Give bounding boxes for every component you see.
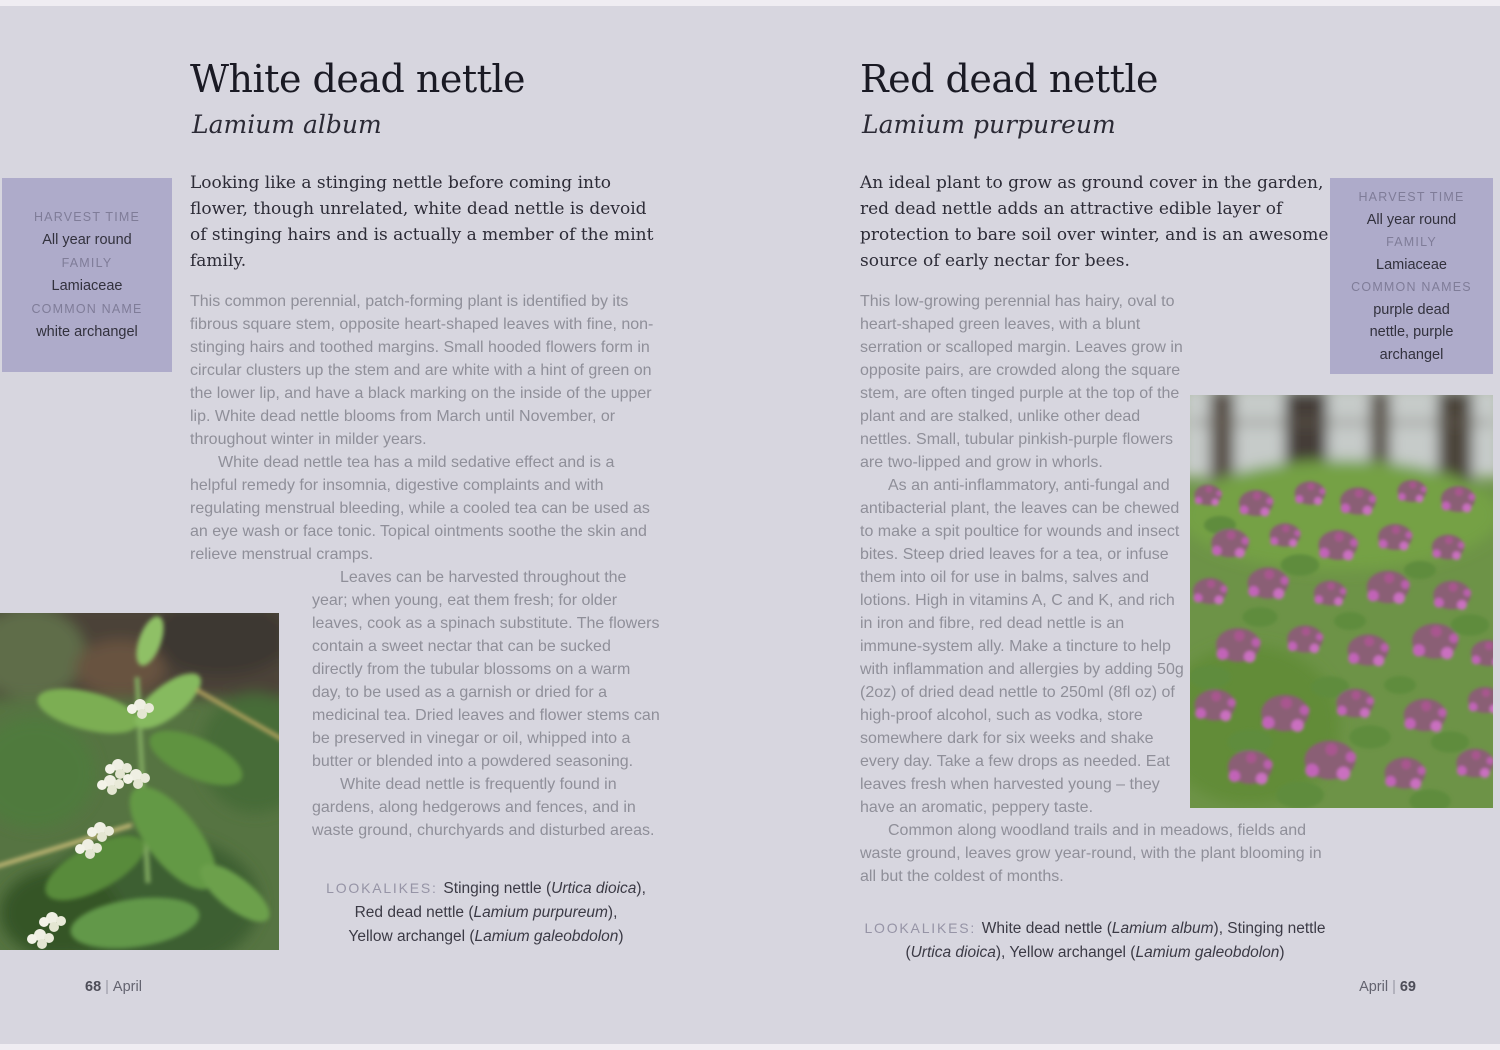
body-paragraph: White dead nettle is frequently found in gardens, along hedgerows and fences, and in waste ground, churchyards and disturbed areas. [312,776,655,839]
body-paragraph: As an anti-inflammatory, anti-fungal and antibacterial plant, the leaves can be chewed to make a spit poultice for wounds and insect bites. Steep dried leaves for a tea, or infuse them into oil for use in balms, salves and lotions. High in vitamins A, C and K, and rich in iron and fibre, red dead nettle is an immune-system ally. Make a tincture to help with inflammation and allergies by adding 50g (2oz) of dried dead nettle to 250ml (8fl oz) of high-proof alcohol, such as vodka, store somewhere dark for six weeks and shake every day. Take a few drops as needed. Eat leaves fresh when harvested young – they have an aromatic, peppery taste. [860,477,1184,816]
family-label: FAMILY [61,256,113,270]
red-dead-nettle-photo [1190,395,1493,808]
page-edge-top [0,0,1500,6]
lookalike-latin-name: Lamium galeobdolon [474,928,619,945]
page-number: 69 [1399,979,1416,995]
harvest-time-label: HARVEST TIME [1358,190,1465,204]
info-box [2,178,172,372]
page-title: White dead nettle [190,57,526,101]
intro-paragraph: Looking like a stinging nettle before coming into flower, though unrelated, white dead nettle is devoid of stinging hairs and is actually a member of the mint family. [190,173,654,271]
latin-name: Lamium purpureum [862,110,1116,139]
lookalike-text: Stinging nettle ( [443,880,552,897]
lookalike-text: ), Stinging nettle [1213,920,1326,937]
lookalike-text: White dead nettle ( [981,920,1112,937]
page-edge-bottom [0,1044,1500,1050]
common-name-label: COMMON NAME [31,302,143,316]
page-footer [1359,979,1416,995]
footer-separator: | [105,979,109,995]
footer-separator: | [1392,979,1396,995]
lookalike-text: ), Yellow archangel ( [995,944,1136,961]
lookalike-text: Red dead nettle ( [354,904,474,921]
page-title: Red dead nettle [860,57,1159,101]
lookalike-text: ) [1279,944,1285,961]
family-value: Lamiaceae [51,278,123,294]
lookalikes-section [860,916,1330,965]
lookalikes-line [860,916,1330,941]
intro-paragraph: An ideal plant to grow as ground cover in the garden, red dead nettle adds an attractive edible layer of protection to bare soil over winter, and is an awesome source of early nectar for bees. [860,173,1329,271]
body-paragraph: This low-growing perennial has hairy, oval to heart-shaped green leaves, with a blunt serration or scalloped margin. Leaves grow in opposite pairs, are crowded along the square stem, are often tinged purple at the top of the plant and are stalked, unlike other dead nettles. Small, tubular pinkish-purple flowers are two-lipped and grow in whorls. [860,293,1183,471]
latin-name: Lamium album [192,110,382,139]
lookalike-text: Yellow archangel ( [348,928,475,945]
lookalike-latin-name: Lamium album [1111,920,1214,937]
lookalike-text: ), [636,880,646,897]
page-footer [85,979,142,995]
footer-month: April [112,979,142,995]
white-dead-nettle-photo [0,613,279,950]
page-number: 68 [85,979,102,995]
family-value: Lamiaceae [1376,256,1447,273]
common-name-label: COMMON NAMES [1351,280,1472,294]
lookalike-text: ), [607,904,618,921]
lookalike-latin-name: Lamium galeobdolon [1135,944,1280,961]
harvest-time-value: All year round [42,232,132,248]
body-paragraph: This common perennial, patch-forming plant is identified by its fibrous square stem, opposite heart-shaped leaves with fine, non-stinging hairs and toothed margins. Small hooded flowers form in circular clusters up the stem and are white with a hint of green on the lower lip, and have a black marking on the inside of the upper lip. White dead nettle blooms from March until November, or throughout winter in milder years. [190,293,654,448]
lookalike-latin-name: Urtica dioica [551,880,637,897]
lookalike-latin-name: Lamium purpureum [473,904,608,921]
harvest-time-value: All year round [1366,211,1457,228]
common-name-value: white archangel [36,324,138,340]
common-name-value: purple dead nettle, purple archangel [1369,301,1454,363]
info-box [1330,178,1493,374]
body-paragraph: Leaves can be harvested throughout the year; when young, eat them fresh; for older leaves, cook as a spinach substitute. The flowers contain a sweet nectar that can be sucked directly from the tubular blossoms on a warm day, to be used as a garnish or dried for a medicinal tea. Dried leaves and flower stems can be preserved in vinegar or oil, whipped into a butter or blended into a powdered seasoning. [312,569,660,770]
harvest-time-label: HARVEST TIME [33,210,141,224]
lookalikes-line [860,941,1330,965]
lookalike-text: ( [905,944,911,961]
lookalikes-label: LOOKALIKES: [326,880,444,896]
footer-month: April [1359,979,1389,995]
family-label: FAMILY [1386,235,1437,249]
lookalike-latin-name: Urtica dioica [910,944,996,961]
body-paragraph: Common along woodland trails and in meadows, fields and waste ground, leaves grow year-round, with the plant blooming in all but the coldest of months. [860,822,1322,885]
lookalikes-label: LOOKALIKES: [864,920,982,936]
body-paragraph: White dead nettle tea has a mild sedative effect and is a helpful remedy for insomnia, digestive complaints and with regulating menstrual bleeding, while a cooled tea can be used as an eye wash or face tonic. Topical ointments soothe the skin and relieve menstrual cramps. [190,454,650,563]
lookalike-text: ) [618,928,624,945]
